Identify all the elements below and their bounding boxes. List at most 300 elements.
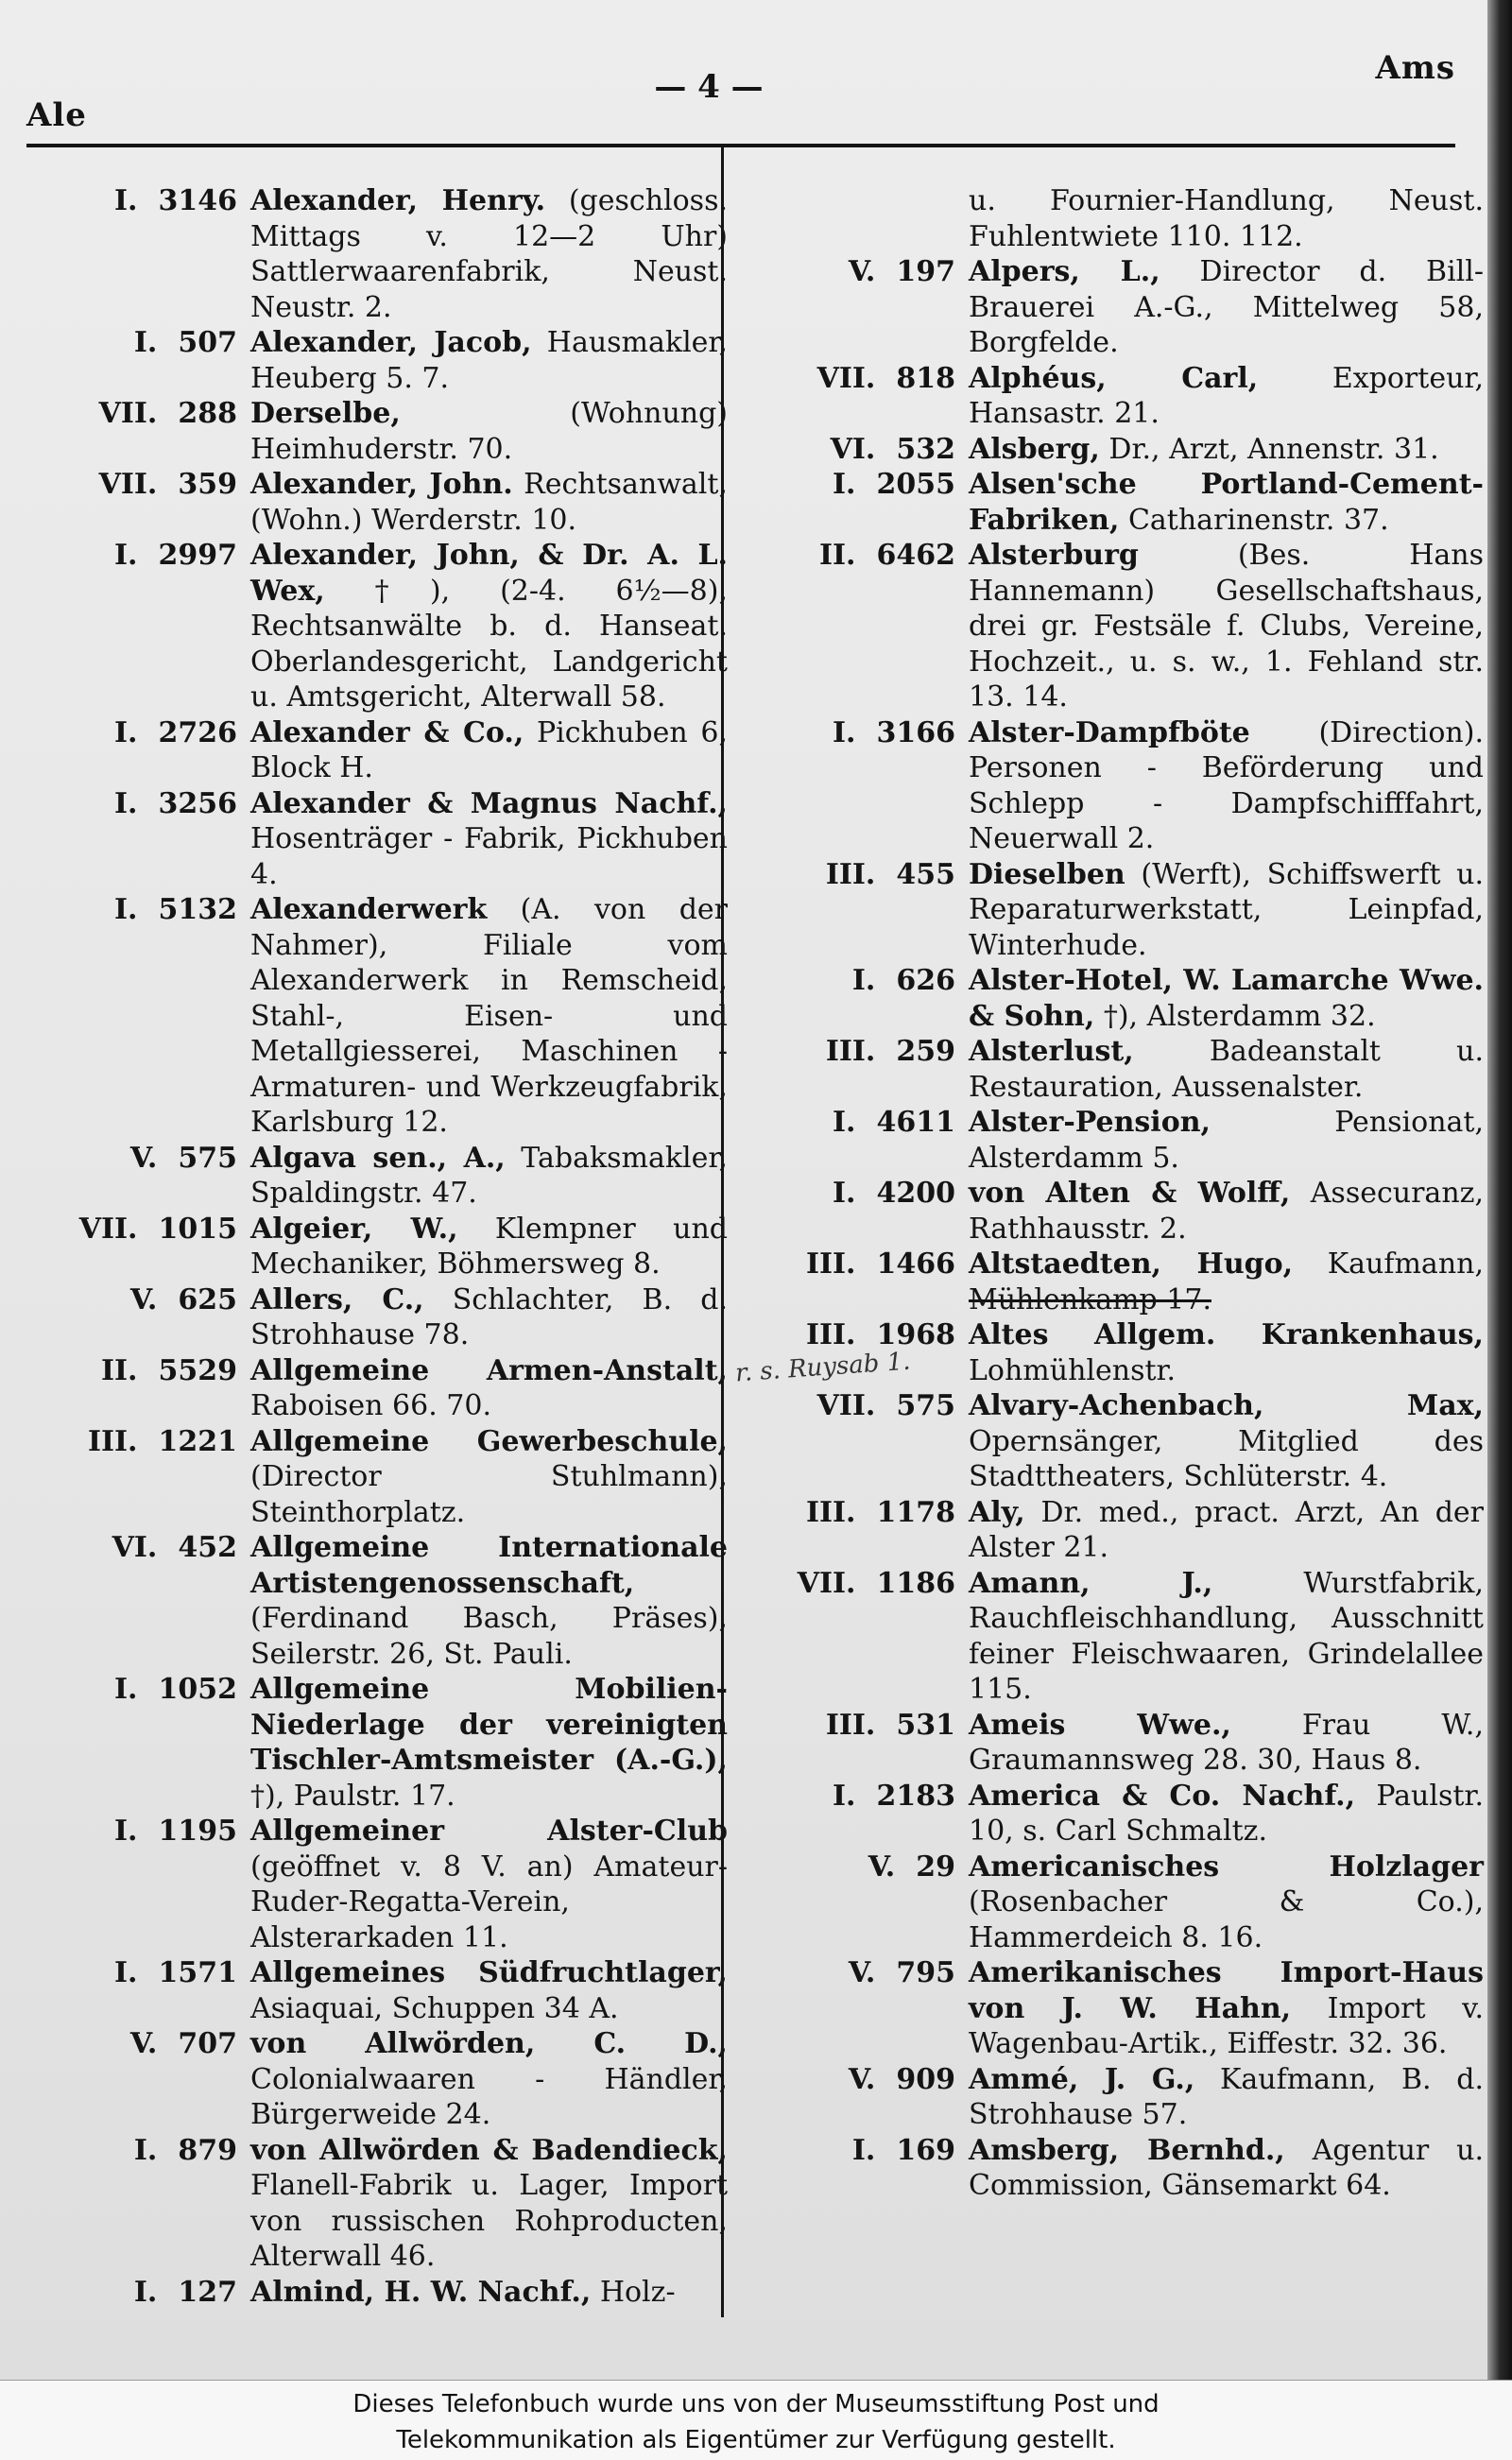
subscriber-details: Paulstr. 10, s. Carl Schmaltz. [969,1779,1484,1848]
phone-number [747,857,969,893]
subscriber-details: Opernsänger, Mitglied des Stadttheaters, Schlüterstr. 4. [969,1424,1484,1493]
phone-number [747,1105,969,1141]
phone-number [747,963,969,999]
exchange-zone: V. [129,1282,158,1316]
subscriber-details: Wurstfabrik, Rauchfleischhandlung, Ausschnitt feiner Fleischwaaren, Grindelallee 115. [969,1566,1484,1706]
subscriber-name: Algeier, W., [250,1212,458,1246]
entry-body [969,1034,1484,1105]
directory-entry [747,1708,1484,1779]
subscriber-name: Amsberg, Bernhd., [969,2133,1285,2167]
line-number: 818 [896,361,955,395]
phone-number [28,2275,250,2311]
directory-entry [28,1955,728,2026]
entry-body [969,1317,1484,1388]
subscriber-details: (Bes. Hans Hannemann) Gesellschaftshaus, drei gr. Festsäle f. Clubs, Vereine, Hochzeit., u. s. w., 1. Fehland str. 13. 14. [969,539,1484,714]
subscriber-details: Schlachter, B. d. Strohhause 78. [250,1282,728,1351]
exchange-zone: VII. [78,1212,138,1246]
entry-body [250,715,728,786]
directory-entry [747,1388,1484,1495]
subscriber-name: von Allwörden & Badendieck, [250,2133,728,2167]
entry-body [250,1212,728,1282]
subscriber-details: †), Paulstr. 17. [250,1779,455,1813]
subscriber-details: Pensionat, Alsterdamm 5. [969,1106,1484,1175]
directory-entry [28,1141,728,1212]
phone-number [28,1141,250,1177]
entry-body [969,963,1484,1034]
exchange-zone: V. [868,1849,896,1884]
exchange-zone: III. [805,1318,856,1351]
subscriber-name: Ameis Wwe., [969,1708,1231,1742]
line-number: 2726 [158,715,237,749]
directory-entry [28,325,728,396]
subscriber-details: Raboisen 66. 70. [250,1389,491,1422]
exchange-zone: V. [848,2062,876,2096]
subscriber-name: Americanisches Holzlager [969,1849,1484,1884]
entry-body [969,1388,1484,1495]
entry-body [969,2133,1484,2204]
line-number: 2183 [876,1779,955,1813]
entry-body [969,2062,1484,2133]
phone-number [28,538,250,574]
phone-number [747,1779,969,1815]
entry-body [969,1849,1484,1956]
subscriber-details: (Wohnung) Heimhuderstr. 70. [250,397,728,466]
phone-number [28,1530,250,1566]
directory-entry [747,538,1484,715]
subscriber-name: Alexander, Henry. [250,184,546,217]
directory-entry [747,467,1484,538]
directory-entry [747,1955,1484,2062]
line-number: 1466 [876,1247,955,1281]
subscriber-details: Kaufmann, [1293,1247,1484,1281]
entry-body [250,396,728,467]
entry-body [969,538,1484,715]
exchange-zone: I. [133,2275,158,2309]
subscriber-details: Dr. med., pract. Arzt, An der Alster 21. [969,1495,1484,1564]
directory-entry [28,1353,728,1424]
exchange-zone: III. [825,1708,876,1742]
line-number: 259 [896,1035,955,1068]
subscriber-name: Alvary-Achenbach, Max, [969,1389,1484,1422]
line-number: 879 [178,2133,237,2167]
subscriber-name: Ammé, J. G., [969,2062,1195,2096]
exchange-zone: III. [87,1424,138,1458]
exchange-zone: I. [114,1673,138,1706]
line-number: 5132 [158,893,237,926]
directory-entry [28,2026,728,2133]
exchange-zone: III. [825,857,876,891]
phone-number [28,1353,250,1389]
phone-number [28,2133,250,2169]
subscriber-name: Allgemeine Armen-Anstalt, [250,1353,728,1387]
exchange-zone: III. [805,1247,856,1281]
directory-entry [747,1034,1484,1105]
line-number: 1221 [158,1424,237,1458]
exchange-zone: I. [114,1956,138,1989]
subscriber-details: Kaufmann, B. d. Strohhause 57. [969,2062,1484,2131]
subscriber-details: (geöffnet v. 8 V. an) Amateur-Ruder-Regatta-Verein, Alsterarkaden 11. [250,1849,728,1954]
line-number: 1178 [876,1495,955,1529]
entry-body [250,538,728,715]
directory-entry [747,432,1484,468]
entry-body [969,1247,1484,1317]
entry-body [250,2275,728,2311]
line-number: 1195 [158,1815,237,1848]
exchange-zone: I. [851,2133,876,2167]
phone-number [747,1247,969,1282]
exchange-zone: I. [114,786,138,820]
exchange-zone: I. [833,1177,856,1210]
continuation-text: u. Fournier-Handlung, Neust. Fuhlentwiete 110. 112. [969,184,1484,253]
line-number: 169 [896,2133,955,2167]
subscriber-name: Dieselben [969,857,1125,891]
subscriber-details: Director d. Bill-Brauerei A.-G., Mittelweg 58, Borgfelde. [969,255,1484,359]
entry-body [969,1176,1484,1247]
phone-number [747,1034,969,1070]
phone-number [28,1212,250,1247]
handwritten-note: r. s. Ruysab 1. [734,1347,912,1388]
entry-body [250,1530,728,1672]
exchange-zone: I. [833,715,856,749]
directory-entry [28,786,728,893]
line-number: 1968 [876,1318,955,1351]
entry-body [250,467,728,538]
subscriber-details: Catharinenstr. 37. [1119,503,1389,537]
subscriber-name: Allers, C., [250,1282,424,1316]
entry-body [250,1353,728,1424]
subscriber-details: (Ferdinand Basch, Präses), Seilerstr. 26, St. Pauli. [250,1602,728,1671]
subscriber-details: Frau W., Graumannsweg 28. 30, Haus 8. [969,1708,1484,1777]
phone-number [28,1955,250,1991]
subscriber-name: America & Co. Nachf., [969,1779,1356,1813]
directory-entry [747,715,1484,857]
line-number: 127 [178,2275,237,2309]
subscriber-details: †), (2-4. 6½—8), Rechtsanwälte b. d. Hanseat. Oberlandesgericht, Landgericht u. Amtsgericht, Alterwall 58. [250,574,728,714]
phone-number [747,432,969,468]
right-column [747,183,1484,2204]
subscriber-details: Agentur u. Commission, Gänsemarkt 64. [969,2133,1485,2202]
entry-body [969,1779,1484,1849]
line-number: 5529 [158,1353,237,1387]
directory-entry [28,1212,728,1282]
entry-body [969,1708,1484,1779]
subscriber-details: Holz- [591,2275,676,2309]
phone-number [747,254,969,290]
directory-entry [28,1282,728,1353]
phone-number [747,1849,969,1885]
left-column [28,183,728,2310]
directory-entry [747,1566,1484,1708]
line-number: 909 [896,2062,955,2096]
phone-number [747,1176,969,1212]
directory-entry [747,1247,1484,1317]
exchange-zone: I. [114,184,138,217]
phone-number [747,1388,969,1424]
phone-number [28,1814,250,1849]
entry-body [969,254,1484,361]
subscriber-details: Klempner und Mechaniker, Böhmersweg 8. [250,1212,729,1281]
exchange-zone: VII. [98,397,158,430]
phone-number [747,1566,969,1602]
directory-entry [28,1814,728,1955]
subscriber-details: (Direction). Personen - Beförderung und Schlepp - Dampfschifffahrt, Neuerwall 2. [969,715,1484,855]
entry-body [250,325,728,396]
line-number: 795 [896,1956,955,1989]
line-number: 4611 [876,1106,955,1139]
entry-body [969,432,1484,468]
subscriber-name: Alsberg, [969,432,1100,466]
entry-body [250,1141,728,1212]
subscriber-name: Derselbe, [250,397,401,430]
entry-body [969,361,1484,432]
line-number: 1015 [158,1212,237,1246]
phone-number [28,325,250,361]
directory-entry [28,396,728,467]
directory-entry [747,2062,1484,2133]
line-number: 3166 [876,715,955,749]
entry-body [969,1105,1484,1176]
subscriber-name: Alexander, John, & Dr. A. L. Wex, [250,539,728,608]
subscriber-name: Allgemeine Internationale Artistengenossenschaft, [250,1531,728,1600]
directory-entry [747,1849,1484,1956]
subscriber-name: Amerikanisches Import-Haus von J. W. Hahn, [969,1956,1484,2025]
exchange-zone: I. [114,893,138,926]
footer-line-2: Telekommunikation als Eigentümer zur Verfügung gestellt. [396,2426,1116,2454]
entry-body [969,1495,1484,1566]
directory-entry [28,892,728,1141]
directory-entry [28,2275,728,2311]
exchange-zone: VII. [816,361,876,395]
subscriber-name: Alpers, L., [969,255,1160,288]
line-number: 532 [896,432,955,466]
subscriber-name: Amann, J., [969,1566,1213,1600]
line-number: 2055 [876,468,955,501]
subscriber-name: Alster-Pension, [969,1106,1211,1139]
entry-body [250,786,728,893]
header-left-keyword: Ale [26,96,87,134]
directory-entry [28,1672,728,1814]
subscriber-name: von Allwörden, C. D., [250,2027,728,2060]
subscriber-name: Altes Allgem. Krankenhaus, [969,1318,1484,1351]
page-number: — 4 — [654,68,764,106]
entry-body [969,467,1484,538]
exchange-zone: I. [114,539,138,572]
subscriber-name: Alexander, John. [250,468,513,501]
header-rule [26,144,1455,147]
entry-body [250,892,728,1141]
subscriber-name: Allgemeine Gewerbeschule, [250,1424,728,1458]
line-number: 29 [916,1849,955,1884]
exchange-zone: I. [133,326,158,359]
line-number: 452 [178,1531,237,1564]
directory-entry [747,963,1484,1034]
subscriber-details: Lohmühlenstr. [969,1353,1177,1387]
exchange-zone: I. [114,1815,138,1848]
subscriber-name: Almind, H. W. Nachf., [250,2275,592,2309]
entry-body [250,1424,728,1531]
line-number: 3146 [158,184,237,217]
page-edge [1487,0,1512,2380]
entry-body [969,715,1484,857]
subscriber-details: Tabaksmakler, Spaldingstr. 47. [250,1141,728,1210]
phone-number [747,1317,969,1353]
directory-entry [28,1424,728,1531]
line-number: 625 [178,1282,237,1316]
subscriber-details: Flanell-Fabrik u. Lager, Import von russischen Rohproducten, Alterwall 46. [250,2169,728,2273]
exchange-zone: I. [114,715,138,749]
directory-entry [747,1176,1484,1247]
exchange-zone: V. [848,255,876,288]
subscriber-name: Alster-Hotel, W. Lamarche Wwe. & Sohn, [969,964,1484,1033]
line-number: 626 [896,964,955,997]
phone-number [28,1672,250,1708]
entry-body [250,2133,728,2275]
subscriber-details: Asiaquai, Schuppen 34 A. [250,1991,619,2025]
subscriber-details: Badeanstalt u. Restauration, Aussenalster. [969,1035,1484,1104]
directory-entry [747,1779,1484,1849]
phone-number [747,715,969,751]
subscriber-name: Algava sen., A., [250,1141,506,1175]
subscriber-details: Hausmakler, Heuberg 5. 7. [250,326,728,395]
exchange-zone: I. [833,468,856,501]
exchange-zone: VII. [797,1566,856,1600]
entry-body [969,1566,1484,1708]
phone-number [28,467,250,503]
exchange-zone: III. [825,1035,876,1068]
footer-credit [0,2380,1512,2460]
phone-number [747,1495,969,1531]
line-number: 575 [178,1141,237,1175]
subscriber-name: Alsen'sche Portland-Cement-Fabriken, [969,468,1484,537]
directory-entry [747,1105,1484,1176]
subscriber-details: Rechtsanwalt, (Wohn.) Werderstr. 10. [250,468,728,537]
directory-entry [747,1495,1484,1566]
subscriber-name: Alsterburg [969,539,1139,572]
line-number: 1186 [876,1566,955,1600]
subscriber-details: Exporteur, Hansastr. 21. [969,361,1484,430]
phone-number [28,183,250,219]
entry-body [250,1814,728,1955]
subscriber-details: (Werft), Schiffswerft u. Reparaturwerkstatt, Leinpfad, Winterhude. [969,857,1484,962]
subscriber-name: Altstaedten, Hugo, [969,1247,1294,1281]
subscriber-details: Hosenträger - Fabrik, Pickhuben 4. [250,822,728,891]
entry-body [250,1282,728,1353]
entry-body [250,1955,728,2026]
phone-number [747,1955,969,1991]
directory-entry [28,1530,728,1672]
subscriber-details: Colonialwaaren - Händler, Bürgerweide 24. [250,2062,728,2131]
subscriber-name: Alphéus, Carl, [969,361,1259,395]
phone-number [28,715,250,751]
exchange-zone: II. [100,1353,138,1387]
directory-entry [747,857,1484,964]
subscriber-details: (Director Stuhlmann), Steinthorplatz. [250,1460,728,1529]
line-number: 4200 [876,1177,955,1210]
line-number: 507 [178,326,237,359]
line-number: 3256 [158,786,237,820]
phone-number [747,361,969,397]
entry-body [250,1672,728,1814]
subscriber-name: von Alten & Wolff, [969,1177,1291,1210]
subscriber-details: Dr., Arzt, Annenstr. 31. [1099,432,1439,466]
subscriber-details: (geschloss. Mittags v. 12—2 Uhr) Sattlerwaarenfabrik, Neust. Neustr. 2. [250,184,728,324]
subscriber-details: Assecuranz, Rathhausstr. 2. [969,1177,1484,1246]
subscriber-name: Alexander & Co., [250,715,524,749]
footer-line-1: Dieses Telefonbuch wurde uns von der Museumsstiftung Post und [352,2390,1160,2418]
subscriber-details: †), Alsterdamm 32. [1094,999,1376,1033]
exchange-zone: III. [805,1495,856,1529]
exchange-zone: I. [133,2133,158,2167]
phone-number [747,467,969,503]
subscriber-name: Aly, [969,1495,1025,1529]
line-number: 531 [896,1708,955,1742]
header-right-keyword: Ams [1375,49,1455,87]
line-number: 455 [896,857,955,891]
subscriber-name: Alexander & Magnus Nachf., [250,786,728,820]
phone-number [28,786,250,822]
directory-entry [747,254,1484,361]
subscriber-name: Alexanderwerk [250,893,488,926]
directory-entry [28,715,728,786]
exchange-zone: VI. [830,432,876,466]
subscriber-details: Pickhuben 6, Block H. [250,715,728,784]
struck-address: Mühlenkamp 17. [969,1282,1211,1316]
directory-entry [28,183,728,325]
entry-body [969,1955,1484,2062]
phone-number [28,892,250,928]
directory-entry [747,361,1484,432]
line-number: 6462 [876,539,955,572]
exchange-zone: VII. [816,1389,876,1422]
exchange-zone: VII. [98,468,158,501]
phone-number [28,1424,250,1460]
subscriber-name: Alsterlust, [969,1035,1134,1068]
phone-number [28,1282,250,1318]
line-number: 359 [178,468,237,501]
entry-body [969,857,1484,964]
line-number: 707 [178,2027,237,2060]
exchange-zone: I. [851,964,876,997]
subscriber-name: Allgemeiner Alster-Club [250,1815,728,1848]
subscriber-name: Alster-Dampfböte [969,715,1250,749]
phone-number [747,2062,969,2098]
exchange-zone: V. [848,1956,876,1989]
line-number: 2997 [158,539,237,572]
directory-entry [747,2133,1484,2204]
exchange-zone: V. [129,1141,158,1175]
entry-body [250,2026,728,2133]
exchange-zone: II. [818,539,856,572]
phone-number [28,2026,250,2062]
entry-body [250,183,728,325]
subscriber-details: (Rosenbacher & Co.), Hammerdeich 8. 16. [969,1885,1484,1954]
exchange-zone: VI. [112,1531,158,1564]
subscriber-name: Allgemeine Mobilien-Niederlage der vereinigten Tischler-Amtsmeister (A.-G.), [250,1673,728,1777]
line-number: 197 [896,255,955,288]
phone-number [28,396,250,432]
exchange-zone: I. [833,1779,856,1813]
subscriber-name: Allgemeines Südfruchtlager, [250,1956,728,1989]
phone-number [747,2133,969,2169]
exchange-zone: I. [833,1106,856,1139]
subscriber-details: Import v. Wagenbau-Artik., Eiffestr. 32. 36. [969,1991,1484,2060]
subscriber-details: (A. von der Nahmer), Filiale vom Alexanderwerk in Remscheid, Stahl-, Eisen- und Metallgiesserei, Maschinen - Armaturen- und Werkzeugfabrik, Karlsburg 12. [250,893,728,1139]
exchange-zone: V. [129,2027,158,2060]
directory-entry [28,467,728,538]
line-number: 1052 [158,1673,237,1706]
directory-entry [28,2133,728,2275]
line-number: 288 [178,397,237,430]
